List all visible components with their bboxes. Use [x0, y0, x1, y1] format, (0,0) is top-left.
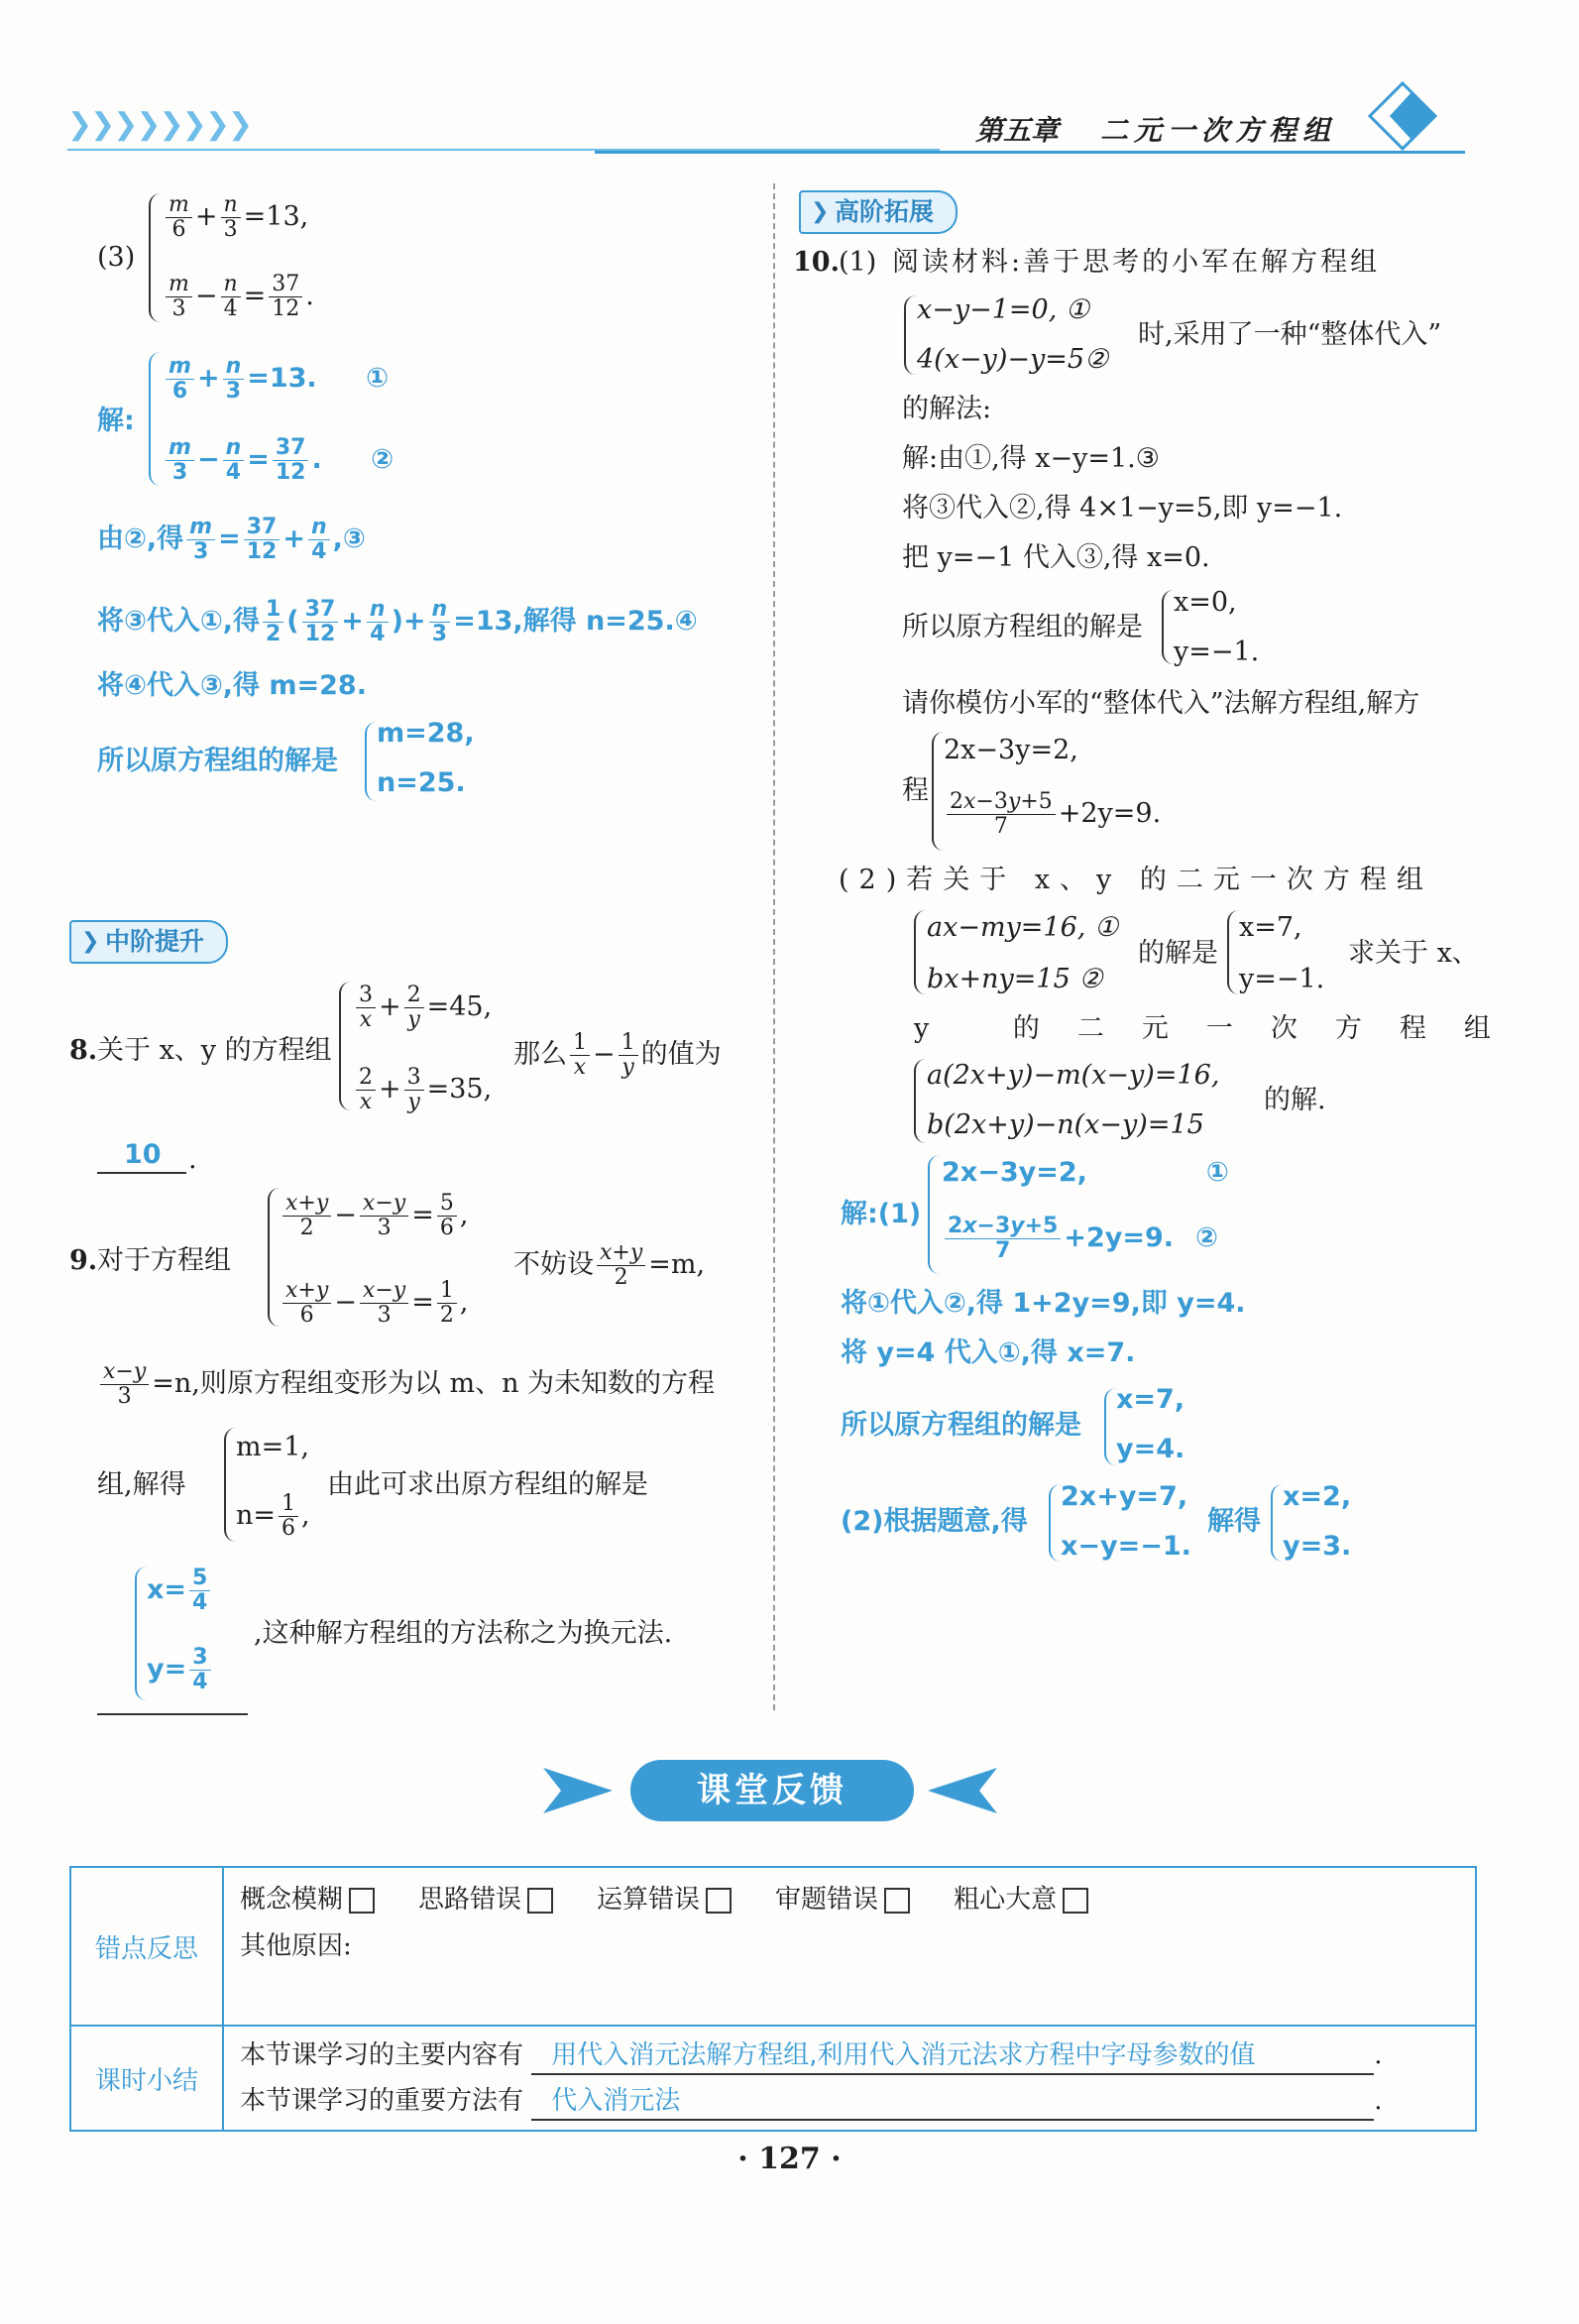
q10-p2-brace: [914, 910, 928, 994]
header-title: 二元一次方程组: [1100, 114, 1337, 147]
q10-p2-s2: y=−1.: [1239, 964, 1325, 994]
checkbox-icon: [1063, 1888, 1088, 1914]
mark-1: ①: [366, 363, 389, 394]
q9-sol-m: m=1,: [236, 1432, 309, 1462]
q10-material-s3: 把 y=−1 代入③,得 x=0.: [902, 542, 1210, 573]
q10-material-s1: 解:由①,得 x−y=1.③: [902, 443, 1160, 474]
ans-mark-1: ①: [1205, 1157, 1229, 1188]
p3-step3: 将④代入③,得 m=28.: [97, 670, 367, 701]
section-mid-tag: ❯ 中阶提升: [69, 920, 228, 964]
q8-eq2: $\frac{2}{x}$ + $\frac{3}{y}$ =35,: [353, 1066, 492, 1114]
q10-ans-s4b: x−y=−1.: [1061, 1531, 1191, 1562]
q10-p2-e1: a(2x+y)−m(x−y)=16,: [927, 1060, 1220, 1091]
header-diamond-icon: [1368, 81, 1437, 151]
q10-ans-s4c: 解得: [1207, 1506, 1261, 1537]
q9-line2: $\frac{x-y}{3}$ =n,则原方程组变形为以 m、n 为未知数的方程: [97, 1360, 715, 1409]
q10-p2-mid: 的解是: [1138, 938, 1218, 969]
q10-p2-after: 求关于 x、: [1348, 938, 1479, 969]
q9-text-b: 不妨设 $\frac{x+y}{2}$ =m,: [513, 1240, 706, 1290]
summary-cell: [223, 2026, 1476, 2131]
p3-step1: 由②,得 $\frac{m}{3}$ = $\frac{37}{12}$ + $\frac{n}{4}$ ,③: [97, 515, 366, 564]
q10-p2-s1: x=7,: [1239, 912, 1302, 943]
p3-step4-s1: m=28,: [377, 718, 475, 749]
q10-material-s2: 将③代入②,得 4×1−y=5,即 y=−1.: [902, 493, 1343, 523]
p3-brace: [149, 193, 163, 322]
q10-material-eq1: x−y−1=0, ①: [917, 294, 1090, 325]
q10-ans-s4: (2)根据题意,得: [841, 1506, 1028, 1537]
q10-material-s6: 程: [902, 775, 929, 806]
q10-material-s4a: x=0,: [1174, 587, 1237, 618]
q10-ans-s3: 所以原方程组的解是: [841, 1410, 1081, 1441]
p3-sol-brace: [149, 352, 163, 486]
q9-number: 9.: [69, 1245, 98, 1276]
option-calculation[interactable]: 运算错误: [597, 1878, 732, 1921]
q10-material-s4b: y=−1.: [1174, 637, 1260, 667]
q9-text-a: 对于方程组: [97, 1245, 231, 1276]
p3-sol-eq1: $\frac{m}{6}$ + $\frac{n}{3}$ =13. ①: [163, 355, 389, 404]
q10-number: 10.: [793, 247, 840, 278]
summary-line-1: 本节课学习的主要内容有 用代入消元法解方程组,利用代入消元法求方程中字母参数的值 .: [240, 2033, 1459, 2078]
q10-material-after: 时,采用了一种“整体代入”: [1138, 319, 1442, 350]
checkbox-icon: [349, 1888, 375, 1914]
q8-answer: 10: [124, 1139, 162, 1170]
banner-left-arrow-icon: [543, 1763, 613, 1822]
q10-task-eq1: 2x−3y=2,: [944, 735, 1078, 765]
p3-eq2: $\frac{m}{3}$ − $\frac{n}{4}$ = $\frac{37}{12}$ .: [163, 273, 314, 321]
q10-p2-sys-brace: [914, 1059, 928, 1143]
option-reading[interactable]: 审题错误: [775, 1878, 910, 1921]
summary-answer-1: 用代入消元法解方程组,利用代入消元法求方程中字母参数的值: [531, 2037, 1374, 2075]
column-divider: [773, 183, 775, 1710]
section-high-tag: ❯ 高阶拓展: [799, 190, 958, 234]
q10-ans-s4e: y=3.: [1283, 1531, 1352, 1562]
row-label-summary: 课时小结: [70, 2026, 223, 2131]
p3-eq1: $\frac{m}{6}$ + $\frac{n}{3}$ =13,: [163, 193, 308, 242]
q8-number: 8.: [69, 1035, 98, 1066]
q10-task-eq2: $\frac{2x-3y+5}{7}$ +2y=9.: [944, 790, 1161, 839]
q9-sol-n: n= $\frac{1}{6}$ ,: [236, 1491, 310, 1541]
error-options-cell: [223, 1867, 1476, 2026]
mark-2: ②: [371, 444, 395, 475]
q10-material-brace: [904, 295, 918, 375]
q8-end: .: [188, 1144, 197, 1175]
p3-step2: 将③代入①,得 $\frac{1}{2}$ ( $\frac{37}{12}$ + $\frac{n}{4}$ )+ $\frac{n}{3}$ =13,解得 n=25.④: [97, 597, 698, 646]
q9-eq2: $\frac{x+y}{6}$ − $\frac{x-y}{3}$ = $\frac{1}{2}$ ,: [280, 1279, 468, 1328]
header-line-right: [595, 151, 1465, 154]
banner-right-arrow-icon: [928, 1763, 997, 1822]
q10-ans-s3b: y=4.: [1116, 1434, 1185, 1464]
q10-p1-text: 阅读材料:善于思考的小军在解方程组: [892, 247, 1381, 278]
checkbox-icon: [884, 1888, 910, 1914]
q9-line3-b: 由此可求出原方程组的解是: [327, 1469, 648, 1500]
p3-sol-label: 解:: [97, 406, 135, 436]
q10-ans-s4a: 2x+y=7,: [1061, 1481, 1188, 1512]
feedback-table: [69, 1866, 1477, 2132]
checkbox-icon: [706, 1888, 732, 1914]
q10-ans-s4d: x=2,: [1283, 1481, 1352, 1512]
q8-brace: [339, 982, 353, 1110]
checkbox-icon: [527, 1888, 553, 1914]
header-chapter: 第五章: [975, 114, 1060, 147]
q10-p2-end: 的解.: [1264, 1085, 1326, 1115]
page-number: · 127 ·: [737, 2142, 842, 2176]
q9-ans-y: y= $\frac{3}{4}$: [147, 1646, 214, 1694]
q10-material-s5: 请你模仿小军的“整体代入”法解方程组,解方: [902, 688, 1420, 719]
error-options: [240, 1878, 1459, 1921]
q9-eq1: $\frac{x+y}{2}$ − $\frac{x-y}{3}$ = $\frac{5}{6}$ ,: [280, 1192, 468, 1240]
q8-answer-line: [97, 1172, 186, 1174]
q10-ans-brace: [928, 1155, 942, 1274]
q10-ans-eq1: 2x−3y=2, ①: [942, 1157, 1229, 1188]
ans-mark-2: ②: [1195, 1222, 1218, 1253]
q9-line4: ,这种解方程组的方法称之为换元法.: [254, 1618, 673, 1649]
q10-ans-s1: 将①代入②,得 1+2y=9,即 y=4.: [841, 1288, 1246, 1319]
q10-material-line2: 的解法:: [902, 394, 992, 424]
q10-p2-eq2: bx+ny=15 ②: [927, 964, 1103, 994]
q8-eq1: $\frac{3}{x}$ + $\frac{2}{y}$ =45,: [353, 984, 492, 1032]
summary-answer-2: 代入消元法: [531, 2083, 1374, 2121]
q10-p2-line2: y 的二元一次方程组: [914, 1013, 1528, 1044]
q10-material-eq2: 4(x−y)−y=5②: [917, 344, 1109, 375]
summary-line-2: 本节课学习的重要方法有 代入消元法 .: [240, 2078, 1459, 2124]
q10-p2-eq1: ax−my=16, ①: [927, 912, 1119, 943]
p3-step4-s2: n=25.: [377, 767, 466, 798]
p3-sol-eq2: $\frac{m}{3}$ − $\frac{n}{4}$ = $\frac{37}{12}$ . ②: [163, 436, 394, 485]
q10-p2-e2: b(2x+y)−n(x−y)=15: [927, 1109, 1204, 1140]
q9-ans-x: x= $\frac{5}{4}$: [147, 1567, 213, 1615]
q10-p1-label: (1): [839, 247, 877, 278]
q8-text-a: 关于 x、y 的方程组: [97, 1035, 332, 1066]
feedback-banner: 课堂反馈: [630, 1760, 914, 1821]
q10-ans-eq2: $\frac{2x-3y+5}{7}$ +2y=9. ②: [942, 1215, 1218, 1263]
q10-ans-s3a: x=7,: [1116, 1384, 1185, 1415]
p3-step4: 所以原方程组的解是: [97, 746, 338, 776]
q9-line3-a: 组,解得: [97, 1469, 186, 1500]
option-concept[interactable]: 概念模糊: [240, 1878, 375, 1921]
p3-label: (3): [97, 242, 136, 273]
option-thinking[interactable]: 思路错误: [418, 1878, 553, 1921]
q9-answer-line: [97, 1713, 248, 1715]
q8-text-b: 那么 $\frac{1}{x}$ − $\frac{1}{y}$ 的值为: [513, 1030, 722, 1080]
q10-p2-text: (2)若关于 x、y 的二元一次方程组: [839, 865, 1433, 895]
option-careless[interactable]: 粗心大意: [954, 1878, 1088, 1921]
header-arrows-decoration: ❯❯❯❯❯❯❯❯: [67, 107, 252, 142]
q10-material-s4: 所以原方程组的解是: [902, 612, 1143, 642]
q10-ans-label: 解:(1): [841, 1199, 922, 1229]
row-label-error-reflection: 错点反思: [70, 1867, 223, 2026]
q10-ans-s2: 将 y=4 代入①,得 x=7.: [841, 1337, 1136, 1368]
other-reason: 其他原因:: [240, 1931, 352, 1961]
